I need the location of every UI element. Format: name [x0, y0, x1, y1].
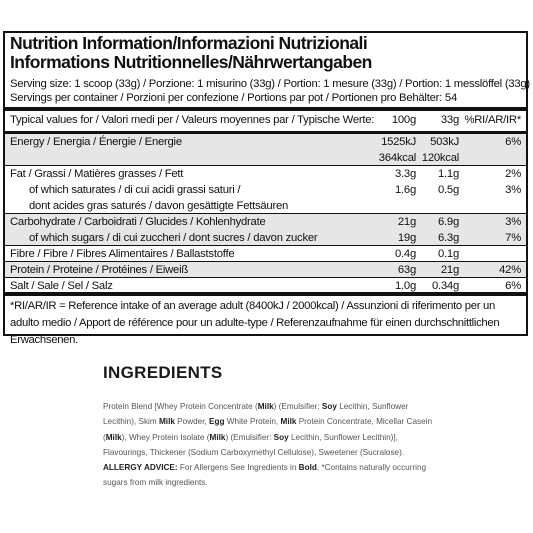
allergen-text: Milk	[209, 432, 226, 442]
ingredient-text: . *Contains naturally occurring sugars from milk ingredients.	[103, 463, 427, 488]
value-per100: 21g	[397, 216, 416, 228]
value-per100: 0.4g	[395, 248, 416, 260]
table-row	[5, 150, 526, 166]
value-per100: 1525kJ	[381, 136, 416, 148]
ingredient-text: For Allergens See Ingredients in	[177, 463, 299, 473]
nutrient-label: Carbohydrate / Carboidrati / Glucides / Kohlenhydrate	[10, 216, 266, 228]
allergen-text: Bold	[298, 463, 317, 473]
nutrient-label: Protein / Proteine / Protéines / Eiweiß	[10, 264, 188, 276]
ingredients-title: INGREDIENTS	[103, 363, 223, 382]
value-per-serving: 6.3g	[438, 232, 459, 244]
divider-thick	[5, 292, 526, 296]
ingredient-text: Protein Blend [Whey Protein Concentrate (	[103, 402, 258, 411]
value-per100: 63g	[397, 264, 416, 276]
allergen-text: Egg	[209, 417, 225, 427]
value-per-serving: 0.1g	[438, 248, 459, 260]
divider-thick	[5, 107, 526, 111]
table-row	[5, 198, 526, 214]
value-per-serving: 0.34g	[431, 280, 459, 292]
table-row	[5, 230, 526, 246]
ingredient-text: ) (Emulsifier:	[273, 402, 322, 411]
servings-per-container: Servings per container / Porzioni per confezione / Portions par pot / Portionen pro Behälter: 54	[10, 92, 457, 104]
header-ri: %RI/AR/IR*	[464, 114, 521, 126]
nutrient-label: of which saturates / di cui acidi grassi saturi /	[29, 184, 241, 196]
table-header	[5, 112, 526, 128]
value-ri: 6%	[505, 280, 521, 292]
nutrient-label: Energy / Energia / Énergie / Energie	[10, 136, 182, 148]
nutrition-subtitle: Informations Nutritionnelles/Nährwertangaben	[10, 52, 372, 72]
table-row	[5, 214, 526, 230]
ingredients-text	[103, 399, 443, 491]
ingredient-text: Protein Concentrate, Micellar Casein (	[103, 417, 433, 442]
nutrient-label: of which sugars / di cui zuccheri / dont sucres / davon zucker	[29, 232, 318, 244]
allergen-text: Soy	[273, 432, 289, 442]
table-row	[5, 134, 526, 150]
allergen-text: Milk	[105, 432, 122, 442]
nutrient-label: dont acides gras saturés / davon gesättigte Fettsäuren	[29, 200, 289, 212]
nutrient-label: Fat / Grassi / Matières grasses / Fett	[10, 168, 184, 180]
allergen-text: ALLERGY ADVICE:	[103, 463, 178, 473]
value-per-serving: 6.9g	[438, 216, 459, 228]
ingredient-text: Powder,	[174, 417, 210, 427]
value-per100: 1.6g	[395, 184, 416, 196]
table-row	[5, 166, 526, 182]
nutrition-title: Nutrition Information/Informazioni Nutrizionali	[10, 33, 368, 53]
allergen-text: Milk	[257, 402, 274, 411]
value-ri: 2%	[505, 168, 521, 180]
ingredient-text: White Protein,	[224, 417, 281, 427]
table-row	[5, 182, 526, 198]
ingredient-text: Lecithin, Sunflower Lecithin), Skim	[103, 402, 409, 427]
value-per-serving: 21g	[440, 264, 459, 276]
value-ri: 3%	[505, 216, 521, 228]
nutrient-label: Salt / Sale / Sel / Salz	[10, 280, 113, 292]
ingredient-text: Lecithin, Sunflower Lecithin)], Flavourings, Thickener (Sodium Carboxymethyl Cellulose), Sweetener (Sucralose).	[103, 432, 405, 457]
value-per100: 1.0g	[395, 280, 416, 292]
allergen-text: Milk	[280, 417, 297, 427]
header-per100: 100g	[391, 114, 416, 126]
value-ri: 6%	[505, 136, 521, 148]
ingredient-text: ), Whey Protein Isolate (	[121, 432, 210, 442]
value-per100: 19g	[397, 232, 416, 244]
value-ri: 42%	[499, 264, 521, 276]
header-label: Typical values for / Valori medi per / Valeurs moyennes par / Typische Werte:	[10, 114, 375, 126]
nutrition-label	[3, 31, 530, 346]
allergen-text: Milk	[158, 417, 175, 427]
nutrient-label: Fibre / Fibre / Fibres Alimentaires / Ballaststoffe	[10, 248, 235, 260]
serving-size: Serving size: 1 scoop (33g) / Porzione: 1 misurino (33g) / Portion: 1 mesure (33g) / Portion: 1 messlöffel (33g)	[10, 78, 530, 90]
table-row	[5, 262, 526, 278]
value-per-serving: 120kcal	[421, 152, 459, 164]
value-per100: 364kcal	[378, 152, 416, 164]
value-ri: 3%	[505, 184, 521, 196]
value-ri: 7%	[505, 232, 521, 244]
ingredient-text: ) (Emulsifier:	[225, 432, 274, 442]
header-per-serving: 33g	[440, 114, 459, 126]
allergen-text: Soy	[321, 402, 337, 411]
value-per-serving: 503kJ	[430, 136, 459, 148]
value-per-serving: 1.1g	[438, 168, 459, 180]
value-per100: 3.3g	[395, 168, 416, 180]
table-row	[5, 246, 526, 262]
value-per-serving: 0.5g	[438, 184, 459, 196]
ri-footnote: *RI/AR/IR = Reference intake of an average adult (8400kJ / 2000kcal) / Assunzioni di riferimento per un adulto medio / Apport de référence pour un adulte-type / Referenzaufnahme für einen durchschnittlichen Erwachsenen.	[10, 300, 500, 346]
